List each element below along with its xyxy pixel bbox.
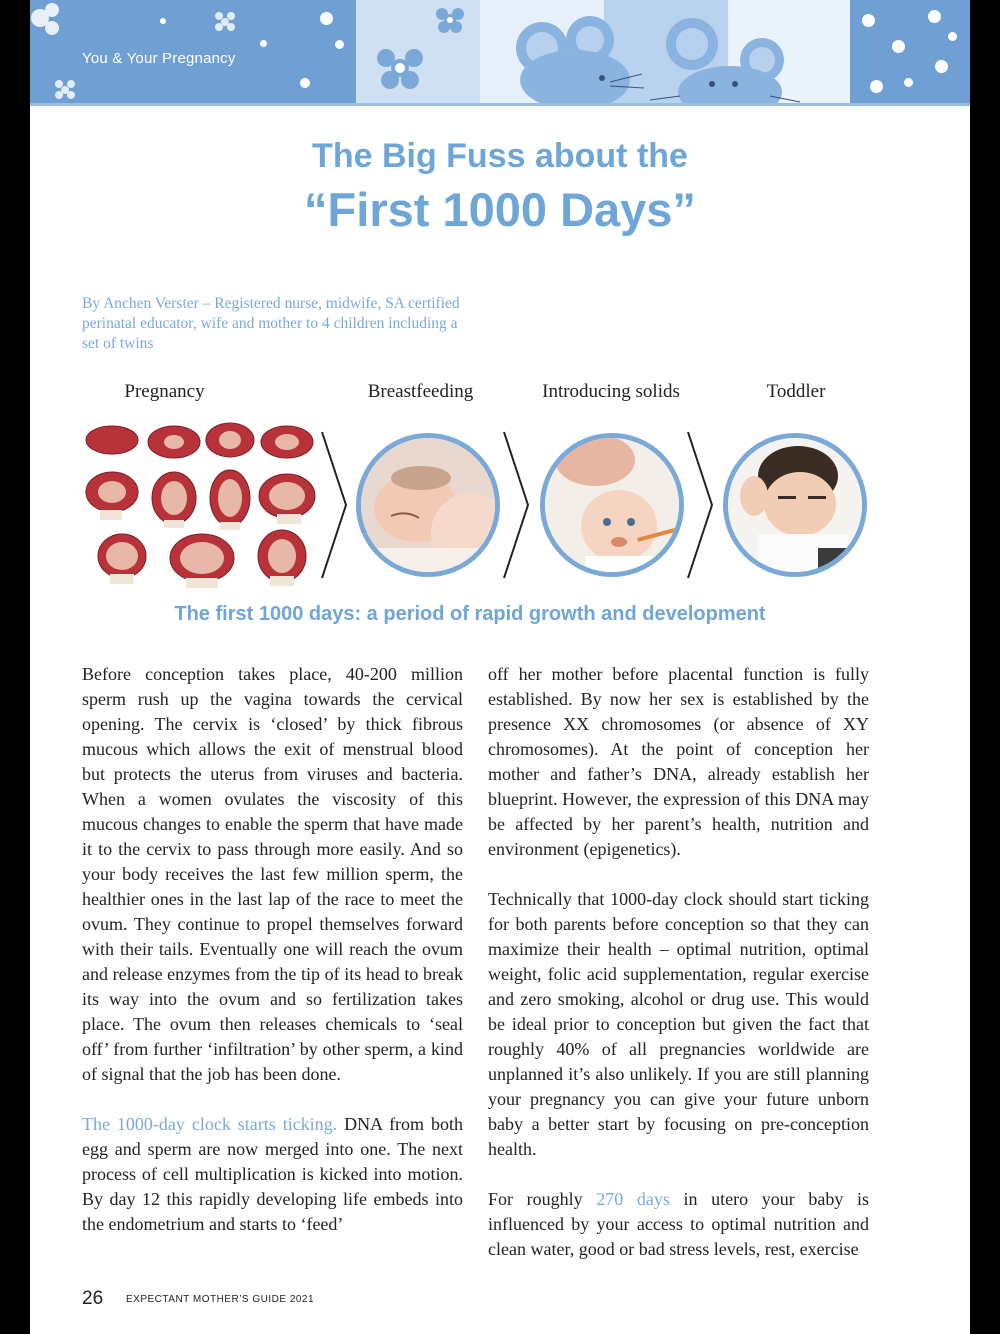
section-label: You & Your Pregnancy [82, 50, 236, 67]
body-text: DNA from both egg and sperm are now merged into one. The next process of cell multiplication is kicked into motion. By day 12 this rapidly developing life embeds into the endometrium and starts to ‘feed’ [82, 1114, 463, 1234]
body-column-left [82, 662, 463, 1262]
flower-icon [215, 12, 235, 31]
body-paragraph: Before conception takes place, 40-200 million sperm rush up the vagina towards the cervical opening. The cervix is ‘closed’ by thick fibrous mucous which allows the exit of menstrual blood but protects the uterus from viruses and bacteria. When a women ovulates the viscosity of this mucous changes to enable the sperm that have made it to the cervix to pass through more easily. And so your body receives the last few million sperm, the healthier ones in the last lap of the race to meet the ovum. They continue to propel themselves forward with their tails. Eventually one will reach the ovum and release enzymes from the tip of its head to break its way into the ovum and so fertilization takes place. The ovum then releases chemicals to ‘seal off’ from further ‘infiltration’ by other sperm, a kind of signal that the job has been done. [82, 664, 463, 1084]
body-text: in utero your baby is influenced by your access to optimal nutrition and clean water, good or bad stress levels, rest, exercise [488, 1189, 869, 1259]
stage-label-toddler: Toddler [766, 381, 826, 402]
stage-label-pregnancy: Pregnancy [124, 381, 205, 402]
article-title-line2: “First 1000 Days” [304, 183, 696, 236]
chevron-right-icon [686, 430, 716, 580]
body-paragraph: off her mother before placental function is fully established. By now her sex is established by the presence XX chromosomes (or absence of XY chromosomes). At the point of conception her mother and father’s DNA, already establish her blueprint. However, the expression of this DNA may be affected by her parent’s health, nutrition and environment (epigenetics). [488, 664, 869, 859]
flower-icon [436, 8, 464, 33]
flower-icon [55, 80, 75, 99]
body-text: For roughly [488, 1189, 597, 1209]
chevron-right-icon [320, 430, 350, 580]
flower-icon [31, 3, 59, 35]
article-title-line1: The Big Fuss about the [312, 137, 688, 175]
body-paragraph: Technically that 1000-day clock should start ticking for both parents before conception so that they can maximize their health – optimal nutrition, optimal weight, folic acid supplementation, regular exercise and zero smoking, alcohol or drug use. This would be ideal prior to conception but given the fact that roughly 40% of all pregnancies worldwide are unplanned it’s also unlikely. If you are still planning your pregnancy you can give your future unborn baby a better start by focusing on pre-conception health. [488, 889, 869, 1159]
highlight-phrase: 270 days [596, 1189, 670, 1209]
header-banner [30, 0, 970, 105]
body-column-right [488, 662, 869, 1287]
page-number: 26 [82, 1288, 104, 1309]
highlight-phrase: The 1000-day clock starts ticking. [82, 1114, 338, 1134]
flower-icon [377, 49, 423, 89]
figure-caption: The first 1000 days: a period of rapid growth and development [174, 603, 766, 625]
stage-label-breastfeeding: Breastfeeding [367, 381, 474, 402]
mouse-illustration [650, 18, 800, 105]
body-paragraph [488, 1187, 869, 1262]
introducing-solids-photo [540, 433, 684, 577]
banner-rule [30, 103, 970, 106]
breastfeeding-photo [356, 433, 500, 577]
toddler-photo [723, 433, 867, 577]
publication-name: EXPECTANT MOTHER’S GUIDE 2021 [126, 1294, 315, 1305]
mouse-illustration [516, 16, 644, 105]
byline: By Anchen Verster – Registered nurse, midwife, SA certified perinatal educator, wife and mother to 4 children including a set of twins [82, 295, 460, 352]
stage-label-introducing-solids: Introducing solids [542, 381, 680, 402]
chevron-right-icon [502, 430, 532, 580]
body-paragraph [82, 1112, 463, 1237]
magazine-page [30, 0, 970, 1334]
pregnancy-models-image [82, 420, 322, 590]
